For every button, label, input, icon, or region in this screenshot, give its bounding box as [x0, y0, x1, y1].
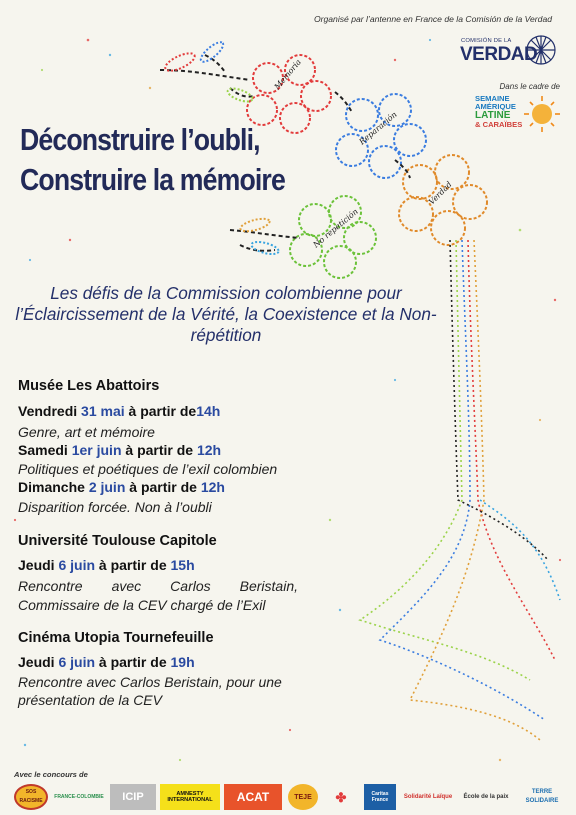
session-weekday: Jeudi: [18, 654, 55, 670]
partner-acat: [224, 784, 282, 810]
partner-solidarite-laique: [400, 784, 456, 810]
venue-utopia: Cinéma Utopia Tournefeuille: [18, 630, 214, 646]
session-topic-line1: Rencontre avec Carlos Beristain, pour une: [18, 674, 282, 690]
session-time: 15h: [170, 557, 195, 573]
session-time: 12h: [196, 442, 222, 458]
semaine-line3: LATINE: [475, 110, 511, 121]
session-topic-line2: présentation de la CEV: [18, 692, 162, 708]
session-topic-line2: Commissaire de la CEV chargé de l’Exil: [18, 597, 266, 613]
session-topic: Genre, art et mémoire: [18, 424, 155, 440]
session-date: 31 mai: [81, 403, 125, 419]
concours-label: Avec le concours de: [14, 770, 88, 779]
cev-logo-line1: COMISIÓN DE LA: [461, 38, 512, 44]
session-date: 6 juin: [58, 654, 96, 670]
session-day: [18, 654, 195, 670]
flower-label-verdad: Verdad: [427, 179, 454, 207]
partner-name: ACAT: [236, 789, 270, 804]
partner-name: SOS RACISME: [19, 789, 43, 804]
cadre-label: Dans le cadre de: [499, 82, 560, 91]
session-date: 2 juin: [88, 479, 126, 495]
session-weekday: Samedi: [18, 442, 68, 458]
page-title-line1: Déconstruire l’oubli,: [20, 122, 260, 157]
semaine-line2: AMÉRIQUE: [475, 102, 516, 111]
session-topic-line1: Rencontre avec Carlos Beristain,: [18, 578, 298, 594]
dove-icon: ✤: [335, 789, 347, 805]
session-time: 12h: [200, 479, 225, 495]
partner-name: ICIP: [122, 790, 144, 803]
session-from: à partir de: [98, 557, 167, 573]
partner-amnesty: [160, 784, 220, 810]
flower-no-repeticion: [290, 196, 376, 278]
organizer-note: Organisé par l’antenne en France de la Comisión de la Verdad: [313, 14, 552, 24]
session-day: [18, 442, 221, 458]
session-topic: Disparition forcée. Non à l’oubli: [18, 499, 212, 515]
partner-name: TERRE SOLIDAIRE: [525, 789, 559, 804]
venue-abattoirs: Musée Les Abattoirs: [18, 378, 160, 394]
partner-name: Caritas France: [371, 791, 389, 803]
semaine-line4: & CARAÏBES: [475, 120, 523, 129]
session-time: 19h: [170, 654, 195, 670]
partner-teje: [288, 784, 318, 810]
session-time: 14h: [196, 403, 221, 419]
flower-label-memoria: Memoria: [272, 57, 303, 92]
page-title-line2: Construire la mémoire: [20, 162, 285, 197]
flower-label-no-repeticion: No repetición: [311, 206, 360, 250]
partner-terre-solidaire: [516, 784, 568, 810]
session-from: à partir de: [128, 403, 197, 419]
session-from: à partir de: [129, 479, 197, 495]
partner-name: École de la paix: [463, 793, 509, 800]
session-date: 1er juin: [71, 442, 122, 458]
venue-universite: Université Toulouse Capitole: [18, 533, 217, 549]
partner-ccfd: [324, 784, 358, 810]
partner-name: FRANCE-COLOMBIE: [54, 793, 104, 800]
semaine-line1: SEMAINE: [475, 94, 510, 103]
session-day: [18, 403, 220, 419]
session-weekday: Vendredi: [18, 403, 78, 419]
session-date: 6 juin: [58, 557, 96, 573]
partner-sos-racisme: [14, 784, 48, 810]
flower-reparacion: [336, 94, 426, 178]
partner-name: TEJE: [294, 793, 312, 801]
session-day: [18, 479, 225, 495]
partner-france-colombie: [52, 784, 106, 810]
subtitle: Les défis de la Commission colombienne pour l’Éclaircissement de la Vérité, la Coexistence et la Non-répétition: [15, 283, 437, 345]
session-day: [18, 557, 195, 573]
session-weekday: Dimanche: [18, 479, 85, 495]
partner-name: Solidarité Laïque: [403, 793, 453, 800]
session-from: à partir de: [98, 654, 167, 670]
cev-logo-line2: VERDAD: [460, 44, 538, 65]
partner-ecole-paix: [460, 784, 512, 810]
session-weekday: Jeudi: [18, 557, 55, 573]
sun-icon: [524, 96, 560, 132]
partner-name: AMNESTY INTERNATIONAL: [167, 791, 213, 803]
flower-label-reparacion: Reparación: [357, 109, 399, 147]
session-topic: Politiques et poétiques de l’exil colombien: [18, 461, 278, 477]
flower-verdad: [399, 155, 487, 245]
partner-caritas: [364, 784, 396, 810]
partner-icip: [110, 784, 156, 810]
session-from: à partir de: [125, 442, 194, 458]
